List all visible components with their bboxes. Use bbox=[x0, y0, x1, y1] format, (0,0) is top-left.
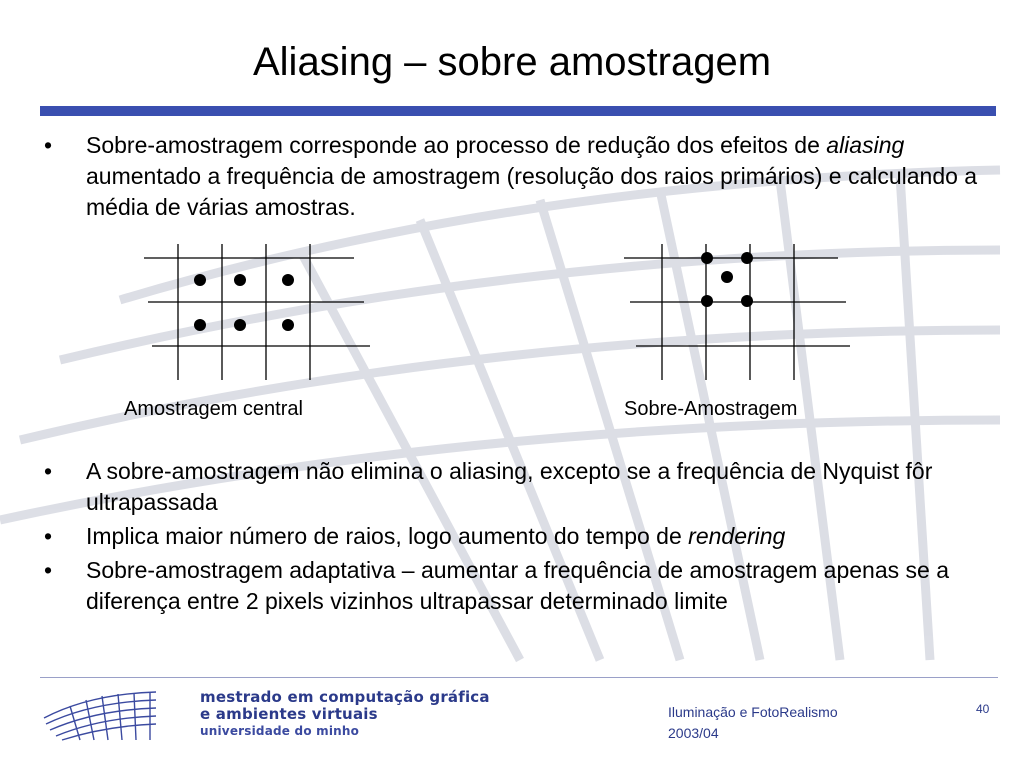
intro-italic-term: aliasing bbox=[826, 132, 905, 158]
footer-divider bbox=[40, 677, 998, 678]
bullet-marker: • bbox=[44, 523, 53, 549]
title-underline bbox=[40, 106, 996, 116]
bullet-text: A sobre-amostragem não elimina o aliasing, excepto se a frequência de Nyquist fôr ultrapassada bbox=[86, 458, 933, 515]
page-number: 40 bbox=[976, 702, 990, 716]
supersampling-diagram bbox=[620, 240, 860, 382]
intro-text-end: aumentado a frequência de amostragem (resolução dos raios primários) e calculando a média de várias amostras. bbox=[86, 163, 978, 220]
intro-bullet bbox=[44, 130, 984, 223]
bullet-italic-term: rendering bbox=[688, 523, 786, 549]
bullet-marker: • bbox=[44, 458, 53, 484]
bullet-text: Implica maior número de raios, logo aumento do tempo de bbox=[86, 523, 689, 549]
logo-text-line3: universidade do minho bbox=[200, 724, 360, 738]
intro-bullet-list bbox=[44, 130, 984, 223]
grid-logo-icon bbox=[40, 688, 160, 742]
footer-course-info bbox=[668, 702, 838, 744]
intro-text-start: Sobre-amostragem corresponde ao processo de redução dos efeitos de bbox=[86, 132, 827, 158]
central-sampling-diagram bbox=[140, 240, 380, 382]
footer-year: 2003/04 bbox=[668, 725, 719, 741]
university-logo bbox=[40, 686, 500, 746]
bullet-text: Sobre-amostragem adaptativa – aumentar a frequência de amostragem apenas se a diferença entre 2 pixels vizinhos ultrapassar determinado limite bbox=[86, 557, 950, 614]
logo-text-line1: mestrado em computação gráfica bbox=[200, 688, 490, 706]
bullet-item bbox=[44, 521, 984, 552]
bullet-item bbox=[44, 456, 984, 518]
bullet-marker: • bbox=[44, 132, 53, 158]
bullet-marker: • bbox=[44, 557, 53, 583]
footer-course: Iluminação e FotoRealismo bbox=[668, 704, 838, 720]
bullet-item bbox=[44, 555, 984, 617]
bullet-list bbox=[44, 456, 984, 620]
slide-title: Aliasing – sobre amostragem bbox=[252, 40, 772, 84]
left-figure-caption: Amostragem central bbox=[124, 398, 303, 420]
logo-text-line2: e ambientes virtuais bbox=[200, 705, 378, 723]
right-figure-caption: Sobre-Amostragem bbox=[624, 398, 798, 420]
